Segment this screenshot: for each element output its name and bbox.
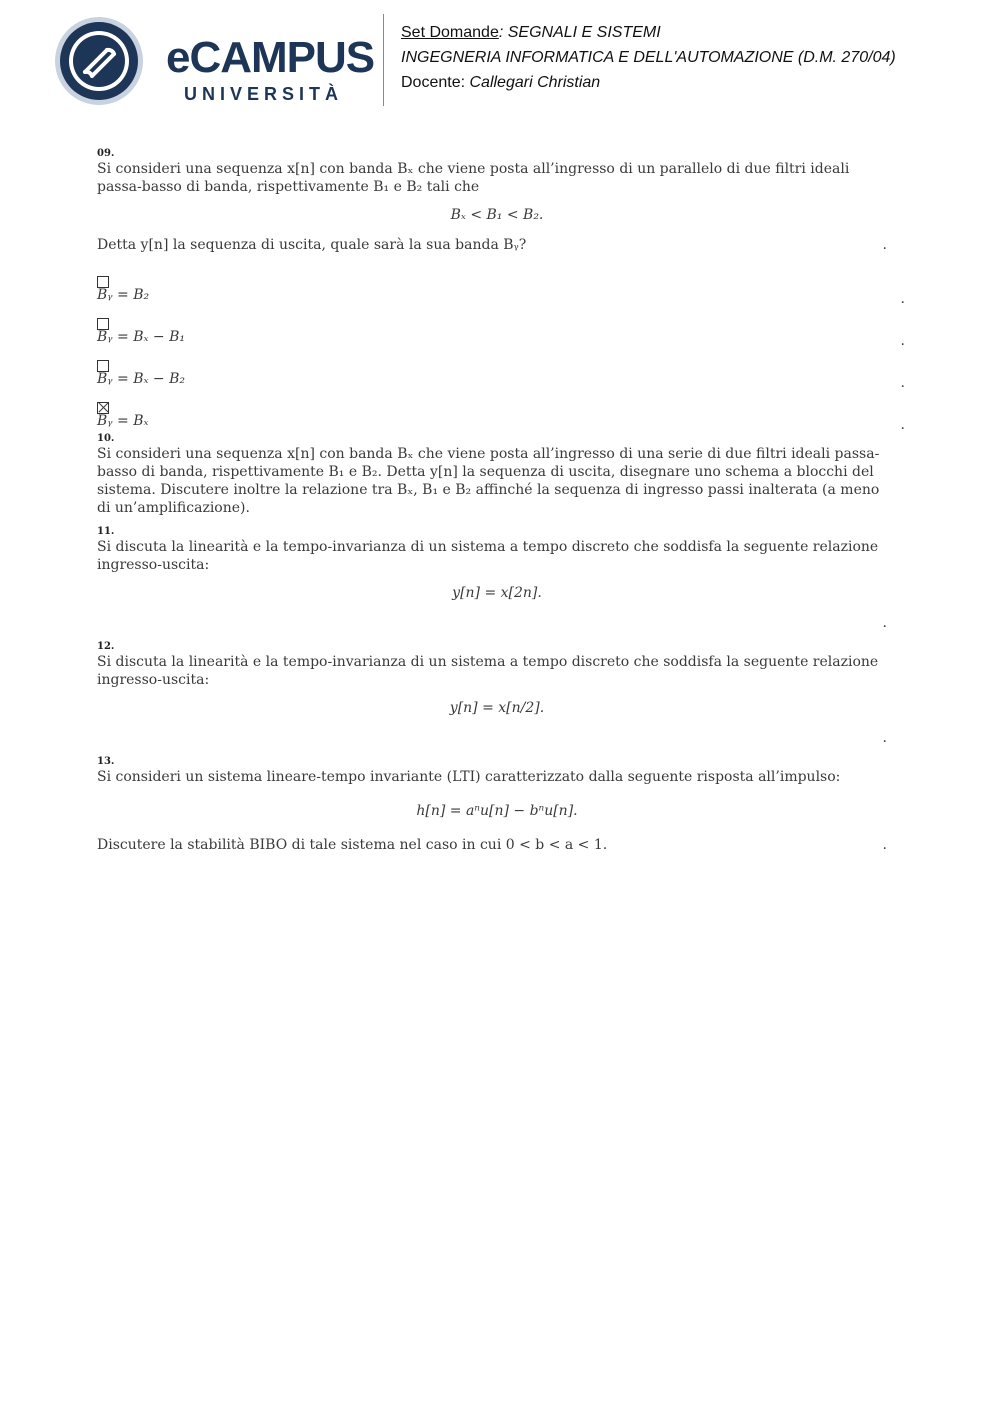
question-prompt: Detta y[n] la sequenza di uscita, quale sarà la sua banda Bᵧ? bbox=[97, 237, 527, 253]
trailing-dot: . bbox=[900, 417, 905, 433]
set-line bbox=[401, 20, 896, 45]
header-divider bbox=[383, 14, 384, 106]
question-text: Si discuta la linearità e la tempo-invarianza di un sistema a tempo discreto che soddisfa la seguente relazione ingresso-uscita: bbox=[97, 654, 879, 688]
ecampus-seal-icon bbox=[52, 14, 152, 109]
trailing-dot: . bbox=[900, 333, 905, 349]
question-number: 12. bbox=[97, 641, 115, 652]
course-name: INGEGNERIA INFORMATICA E DELL'AUTOMAZIONE (D.M. 270/04) bbox=[401, 49, 896, 66]
question-number: 13. bbox=[97, 756, 115, 767]
question-11 bbox=[97, 526, 897, 632]
question-number: 10. bbox=[97, 433, 115, 444]
question-formula: y[n] = x[n/2]. bbox=[449, 700, 545, 716]
answer-option[interactable] bbox=[97, 276, 905, 318]
trailing-dot: . bbox=[882, 615, 887, 631]
trailing-dot: . bbox=[882, 237, 887, 253]
question-formula: y[n] = x[2n]. bbox=[452, 585, 542, 601]
question-number: 11. bbox=[97, 526, 115, 537]
trailing-dot: . bbox=[882, 837, 887, 853]
option-label: Bᵧ = B₂ bbox=[97, 287, 150, 303]
set-value: : SEGNALI E SISTEMI bbox=[498, 24, 661, 41]
answer-option[interactable] bbox=[97, 360, 905, 402]
page-header bbox=[0, 0, 1000, 120]
answer-option[interactable] bbox=[97, 318, 905, 360]
option-label: Bᵧ = Bₓ − B₁ bbox=[97, 329, 185, 345]
trailing-dot: . bbox=[882, 730, 887, 746]
option-label: Bᵧ = Bₓ bbox=[97, 413, 149, 429]
question-text: Si consideri una sequenza x[n] con banda Bₓ che viene posta all’ingresso di una serie di due filtri ideali passa-basso di banda, rispettivamente B₁ e B₂. Detta y[n] la sequenza di uscita, disegnare uno schema a blocchi del sistema. Discutere inoltre la relazione tra Bₓ, B₁ e B₂ affinché la sequenza di ingresso passi inalterata (a meno di un’amplificazione). bbox=[97, 446, 880, 516]
option-label: Bᵧ = Bₓ − B₂ bbox=[97, 371, 185, 387]
question-formula: Bₓ < B₁ < B₂. bbox=[450, 207, 544, 223]
question-10 bbox=[97, 433, 897, 517]
trailing-dot: . bbox=[900, 375, 905, 391]
question-number: 09. bbox=[97, 148, 115, 159]
question-text: Si consideri una sequenza x[n] con banda Bₓ che viene posta all’ingresso di un parallelo di due filtri ideali passa-basso di banda, rispettivamente B₁ e B₂ tali che bbox=[97, 161, 850, 195]
question-text: Si discuta la linearità e la tempo-invarianza di un sistema a tempo discreto che soddisfa la seguente relazione ingresso-uscita: bbox=[97, 539, 879, 573]
ecampus-logo bbox=[52, 14, 375, 109]
question-prompt-row bbox=[97, 236, 897, 254]
logo-subtitle: UNIVERSITÀ bbox=[184, 84, 344, 104]
question-prompt: Discutere la stabilità BIBO di tale sistema nel caso in cui 0 < b < a < 1. bbox=[97, 837, 608, 853]
question-12 bbox=[97, 641, 897, 747]
question-text: Si consideri un sistema lineare-tempo invariante (LTI) caratterizzato dalla seguente risposta all’impulso: bbox=[97, 769, 841, 785]
question-13 bbox=[97, 756, 897, 854]
course-line bbox=[401, 45, 896, 70]
set-label: Set Domande bbox=[401, 24, 499, 41]
course-info bbox=[401, 20, 896, 95]
question-formula: h[n] = aⁿu[n] − bⁿu[n]. bbox=[416, 803, 578, 819]
question-prompt-row bbox=[97, 836, 897, 854]
trailing-dot: . bbox=[900, 291, 905, 307]
question-09 bbox=[97, 148, 905, 444]
docente-line bbox=[401, 70, 896, 95]
logo-wordmark: eCAMPUS bbox=[166, 33, 375, 82]
docente-label: Docente: bbox=[401, 74, 470, 91]
docente-value: Callegari Christian bbox=[469, 74, 601, 91]
